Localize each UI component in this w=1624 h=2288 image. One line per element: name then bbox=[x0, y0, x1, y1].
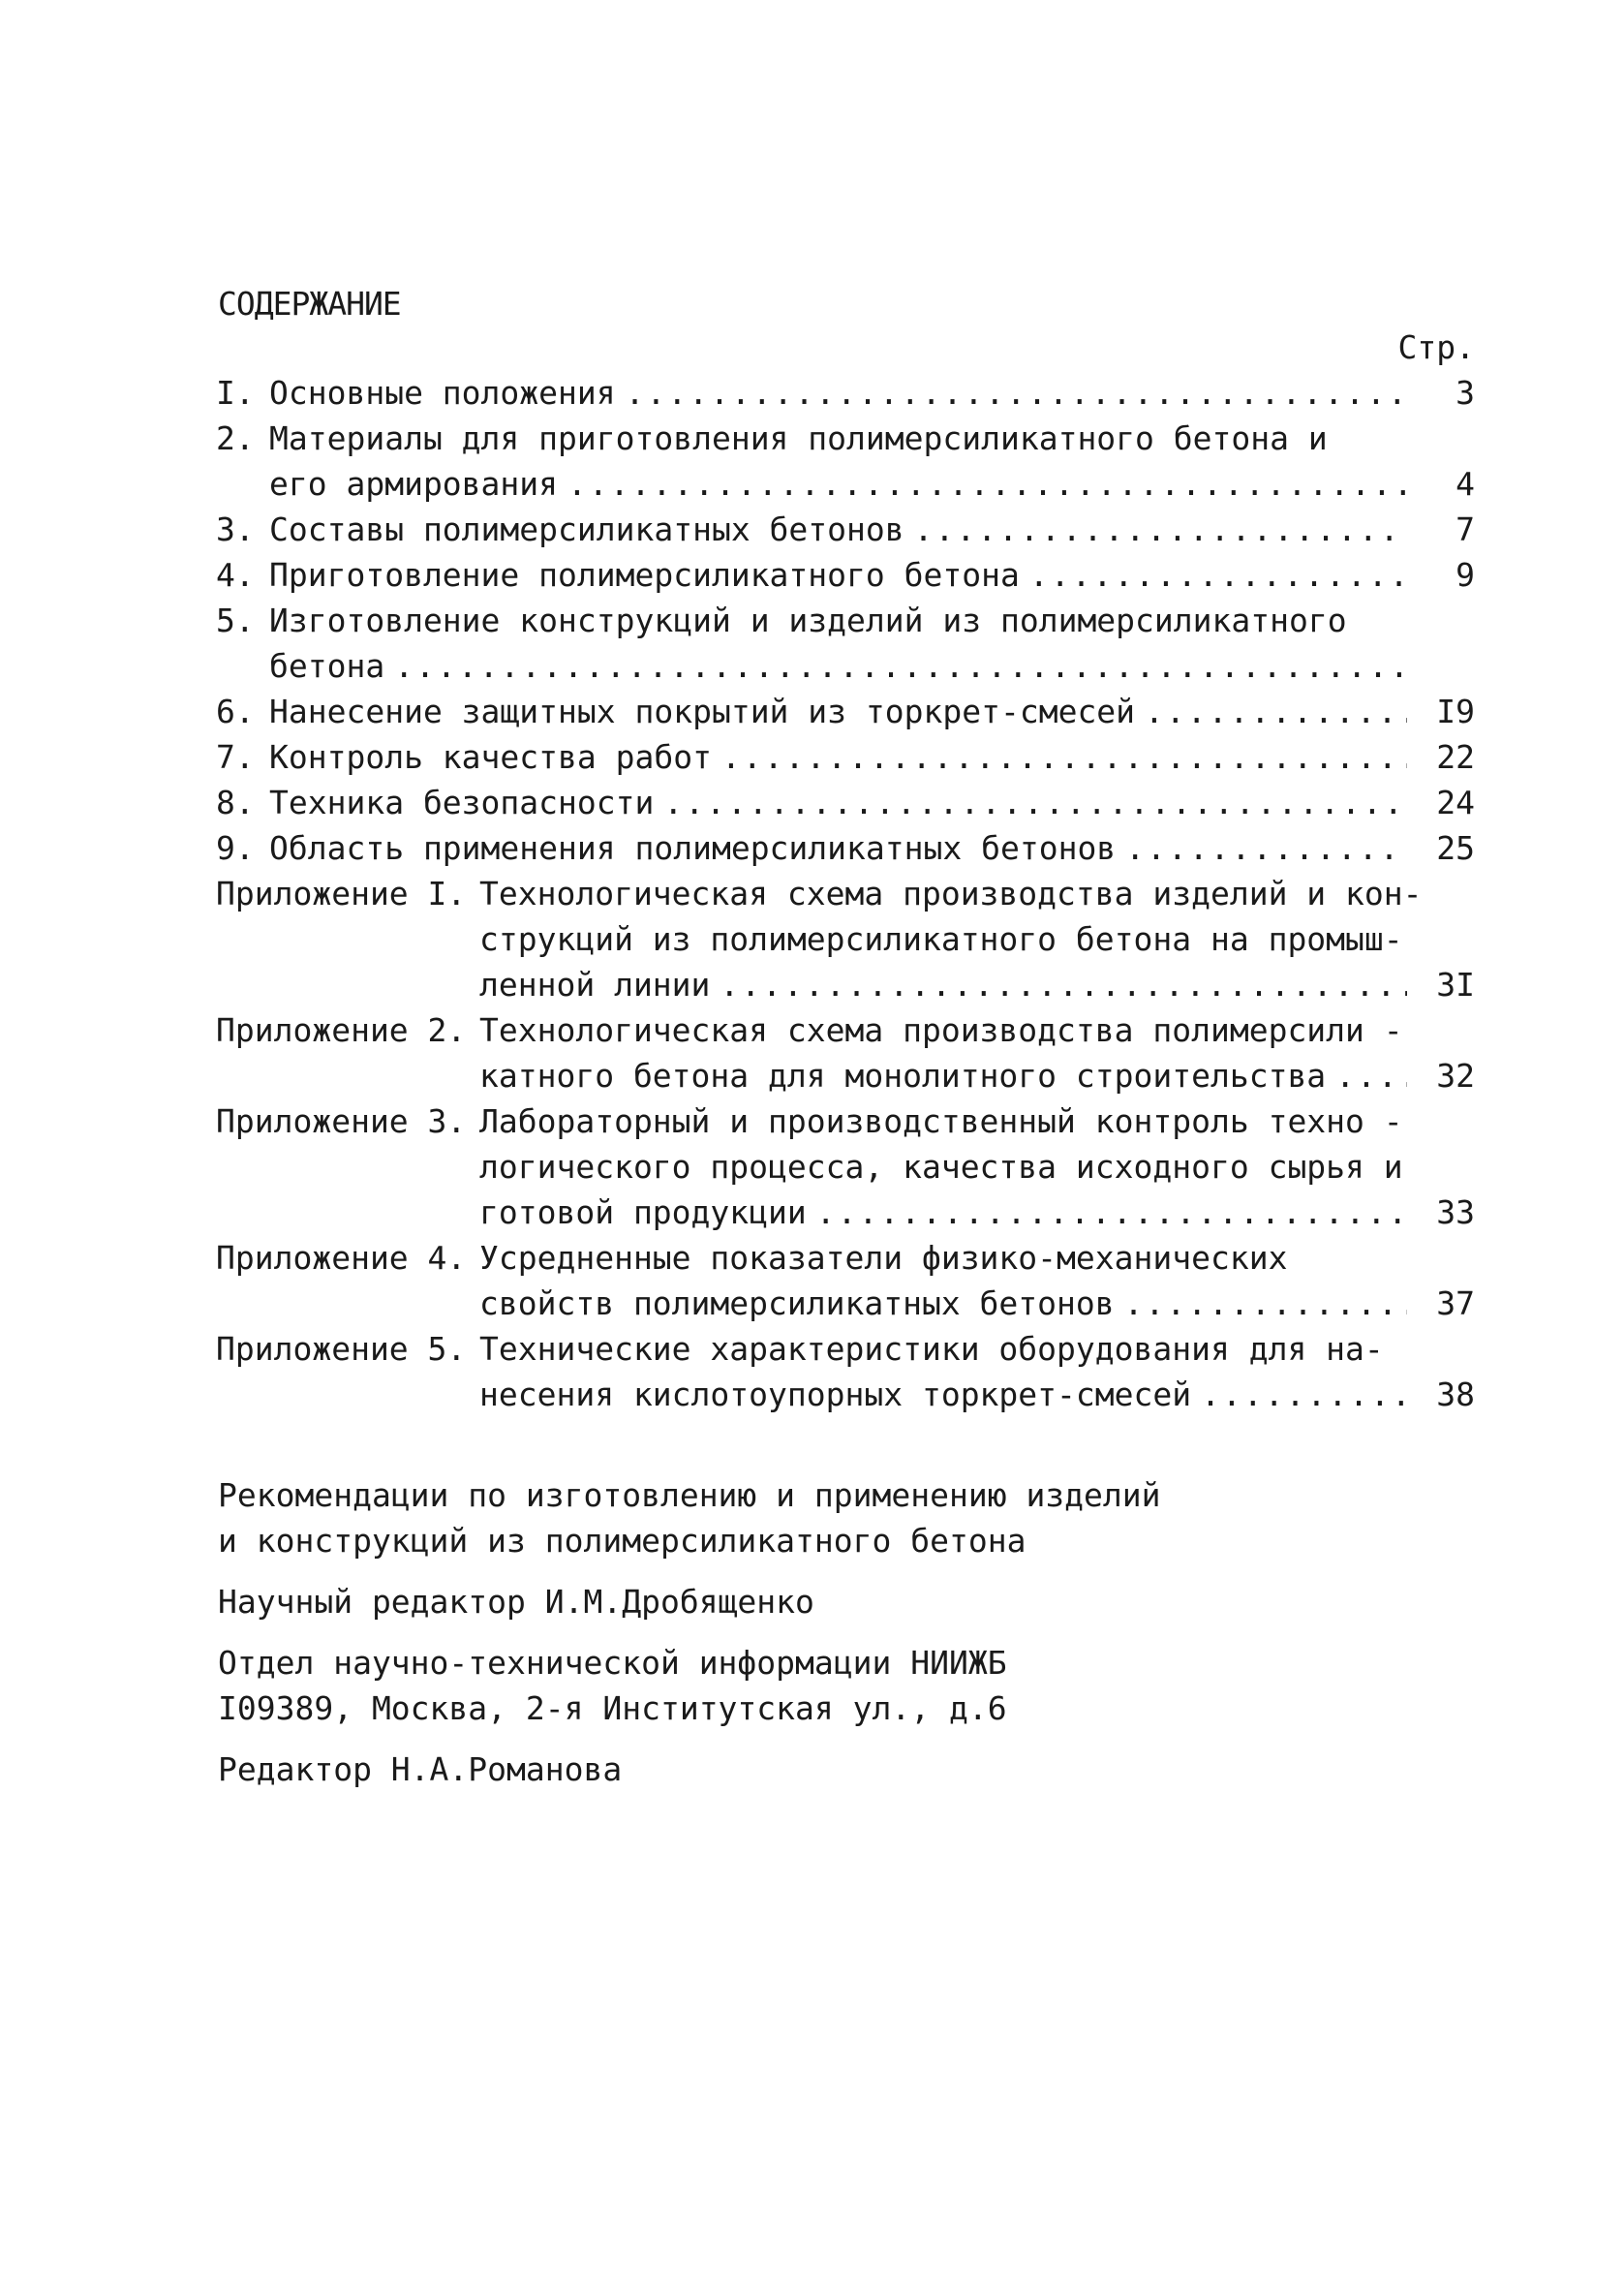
toc-number: 7. bbox=[216, 738, 255, 776]
appendix-continuation bbox=[216, 1190, 1475, 1235]
table-of-contents bbox=[216, 325, 1475, 1417]
dot-leader bbox=[1335, 1053, 1407, 1098]
appendix-entry bbox=[216, 1098, 1475, 1144]
toc-number: 6. bbox=[216, 693, 255, 730]
toc-entry bbox=[216, 416, 1475, 461]
dot-leader bbox=[663, 780, 1407, 825]
dot-leader bbox=[1124, 1281, 1407, 1326]
toc-text: Область применения полимерсиликатных бетонов bbox=[269, 829, 1117, 867]
appendix-text: Усредненные показатели физико-механических bbox=[479, 1239, 1288, 1277]
toc-text: бетона bbox=[269, 647, 385, 685]
dot-leader bbox=[816, 1190, 1407, 1235]
toc-text: Материалы для приготовления полимерсиликатного бетона и bbox=[269, 419, 1328, 457]
appendix-continuation bbox=[216, 1281, 1475, 1326]
toc-page: I9 bbox=[1436, 693, 1475, 730]
appendix-entry bbox=[216, 1326, 1475, 1372]
appendix-label: Приложение 3. bbox=[216, 1102, 467, 1140]
toc-page: 7 bbox=[1455, 510, 1475, 548]
appendix-label: Приложение 2. bbox=[216, 1011, 467, 1049]
toc-text: его армирования bbox=[269, 465, 559, 503]
appendix-text: струкций из полимерсиликатного бетона на промыш- bbox=[479, 920, 1403, 958]
appendix-label: Приложение 5. bbox=[216, 1330, 467, 1368]
appendix-entry bbox=[216, 1235, 1475, 1281]
appendix-text: Технологическая схема производства изделий и кон- bbox=[479, 875, 1423, 912]
toc-entry bbox=[216, 780, 1475, 825]
appendix-text: Технологическая схема производства полимерсили - bbox=[479, 1011, 1403, 1049]
imprint-block bbox=[218, 1472, 1477, 1808]
toc-number: 2. bbox=[216, 419, 255, 457]
page-column-header: Стр. bbox=[1397, 328, 1475, 366]
dot-leader bbox=[1125, 825, 1407, 871]
appendix-continuation bbox=[216, 962, 1475, 1007]
toc-number: 3. bbox=[216, 510, 255, 548]
appendix-text: Лабораторный и производственный контроль техно - bbox=[479, 1102, 1403, 1140]
dot-leader bbox=[720, 962, 1407, 1007]
book-title-line: Рекомендации по изготовлению и применению изделий bbox=[218, 1476, 1161, 1514]
appendix-page: 37 bbox=[1436, 1284, 1475, 1322]
toc-text: Контроль качества работ bbox=[269, 738, 712, 776]
toc-entry bbox=[216, 552, 1475, 598]
toc-text: Основные положения bbox=[269, 374, 616, 412]
appendix-page: 38 bbox=[1436, 1376, 1475, 1413]
page-title: СОДЕРЖАНИЕ bbox=[218, 285, 401, 323]
appendix-page: 33 bbox=[1436, 1193, 1475, 1231]
dot-leader bbox=[394, 643, 1407, 689]
appendix-entry bbox=[216, 1007, 1475, 1053]
dot-leader bbox=[914, 507, 1407, 552]
toc-entry bbox=[216, 689, 1475, 734]
toc-page: 3 bbox=[1455, 374, 1475, 412]
editor: Редактор Н.А.Романова bbox=[218, 1750, 623, 1788]
toc-page: 4 bbox=[1455, 465, 1475, 503]
toc-number: 5. bbox=[216, 602, 255, 639]
dot-leader bbox=[1201, 1372, 1407, 1417]
appendix-text: несения кислотоупорных торкрет-смесей bbox=[479, 1376, 1192, 1413]
appendix-label: Приложение I. bbox=[216, 875, 467, 912]
appendix-continuation bbox=[216, 916, 1475, 962]
toc-page: 25 bbox=[1436, 829, 1475, 867]
appendix-page: 3I bbox=[1436, 966, 1475, 1004]
toc-entry-continuation bbox=[216, 643, 1475, 689]
toc-text: Составы полимерсиликатных бетонов bbox=[269, 510, 904, 548]
appendix-continuation bbox=[216, 1144, 1475, 1190]
toc-entry bbox=[216, 734, 1475, 780]
toc-entry-continuation bbox=[216, 461, 1475, 507]
book-title-line: и конструкций из полимерсиликатного бетона bbox=[218, 1522, 1026, 1560]
appendix-entry bbox=[216, 871, 1475, 916]
appendix-text: катного бетона для монолитного строительства bbox=[479, 1057, 1327, 1095]
toc-text: Изготовление конструкций и изделий из полимерсиликатного bbox=[269, 602, 1347, 639]
scientific-editor: Научный редактор И.М.Дробященко bbox=[218, 1583, 814, 1621]
appendix-label: Приложение 4. bbox=[216, 1239, 467, 1277]
appendix-text: логического процесса, качества исходного сырья и bbox=[479, 1148, 1403, 1186]
appendix-text: Технические характеристики оборудования для на- bbox=[479, 1330, 1384, 1368]
toc-number: 8. bbox=[216, 784, 255, 821]
toc-number: 9. bbox=[216, 829, 255, 867]
dot-leader bbox=[626, 370, 1407, 416]
dot-leader bbox=[1145, 689, 1407, 734]
appendix-text: готовой продукции bbox=[479, 1193, 807, 1231]
appendix-text: свойств полимерсиликатных бетонов bbox=[479, 1284, 1115, 1322]
appendix-page: 32 bbox=[1436, 1057, 1475, 1095]
toc-page: 22 bbox=[1436, 738, 1475, 776]
toc-text: Нанесение защитных покрытий из торкрет-смесей bbox=[269, 693, 1136, 730]
toc-entry bbox=[216, 507, 1475, 552]
toc-entry bbox=[216, 598, 1475, 643]
toc-entry bbox=[216, 825, 1475, 871]
toc-page: 24 bbox=[1436, 784, 1475, 821]
dot-leader bbox=[567, 461, 1407, 507]
dot-leader bbox=[1029, 552, 1407, 598]
appendix-text: ленной линии bbox=[479, 966, 711, 1004]
publisher-department: Отдел научно-технической информации НИИЖБ bbox=[218, 1644, 1007, 1682]
toc-entry bbox=[216, 370, 1475, 416]
appendix-continuation bbox=[216, 1053, 1475, 1098]
toc-number: I. bbox=[216, 374, 255, 412]
dot-leader bbox=[721, 734, 1407, 780]
toc-text: Приготовление полимерсиликатного бетона bbox=[269, 556, 1020, 594]
appendix-continuation bbox=[216, 1372, 1475, 1417]
toc-number: 4. bbox=[216, 556, 255, 594]
toc-page: 9 bbox=[1455, 556, 1475, 594]
publisher-address: I09389, Москва, 2-я Институтская ул., д.6 bbox=[218, 1689, 1007, 1727]
toc-text: Техника безопасности bbox=[269, 784, 655, 821]
